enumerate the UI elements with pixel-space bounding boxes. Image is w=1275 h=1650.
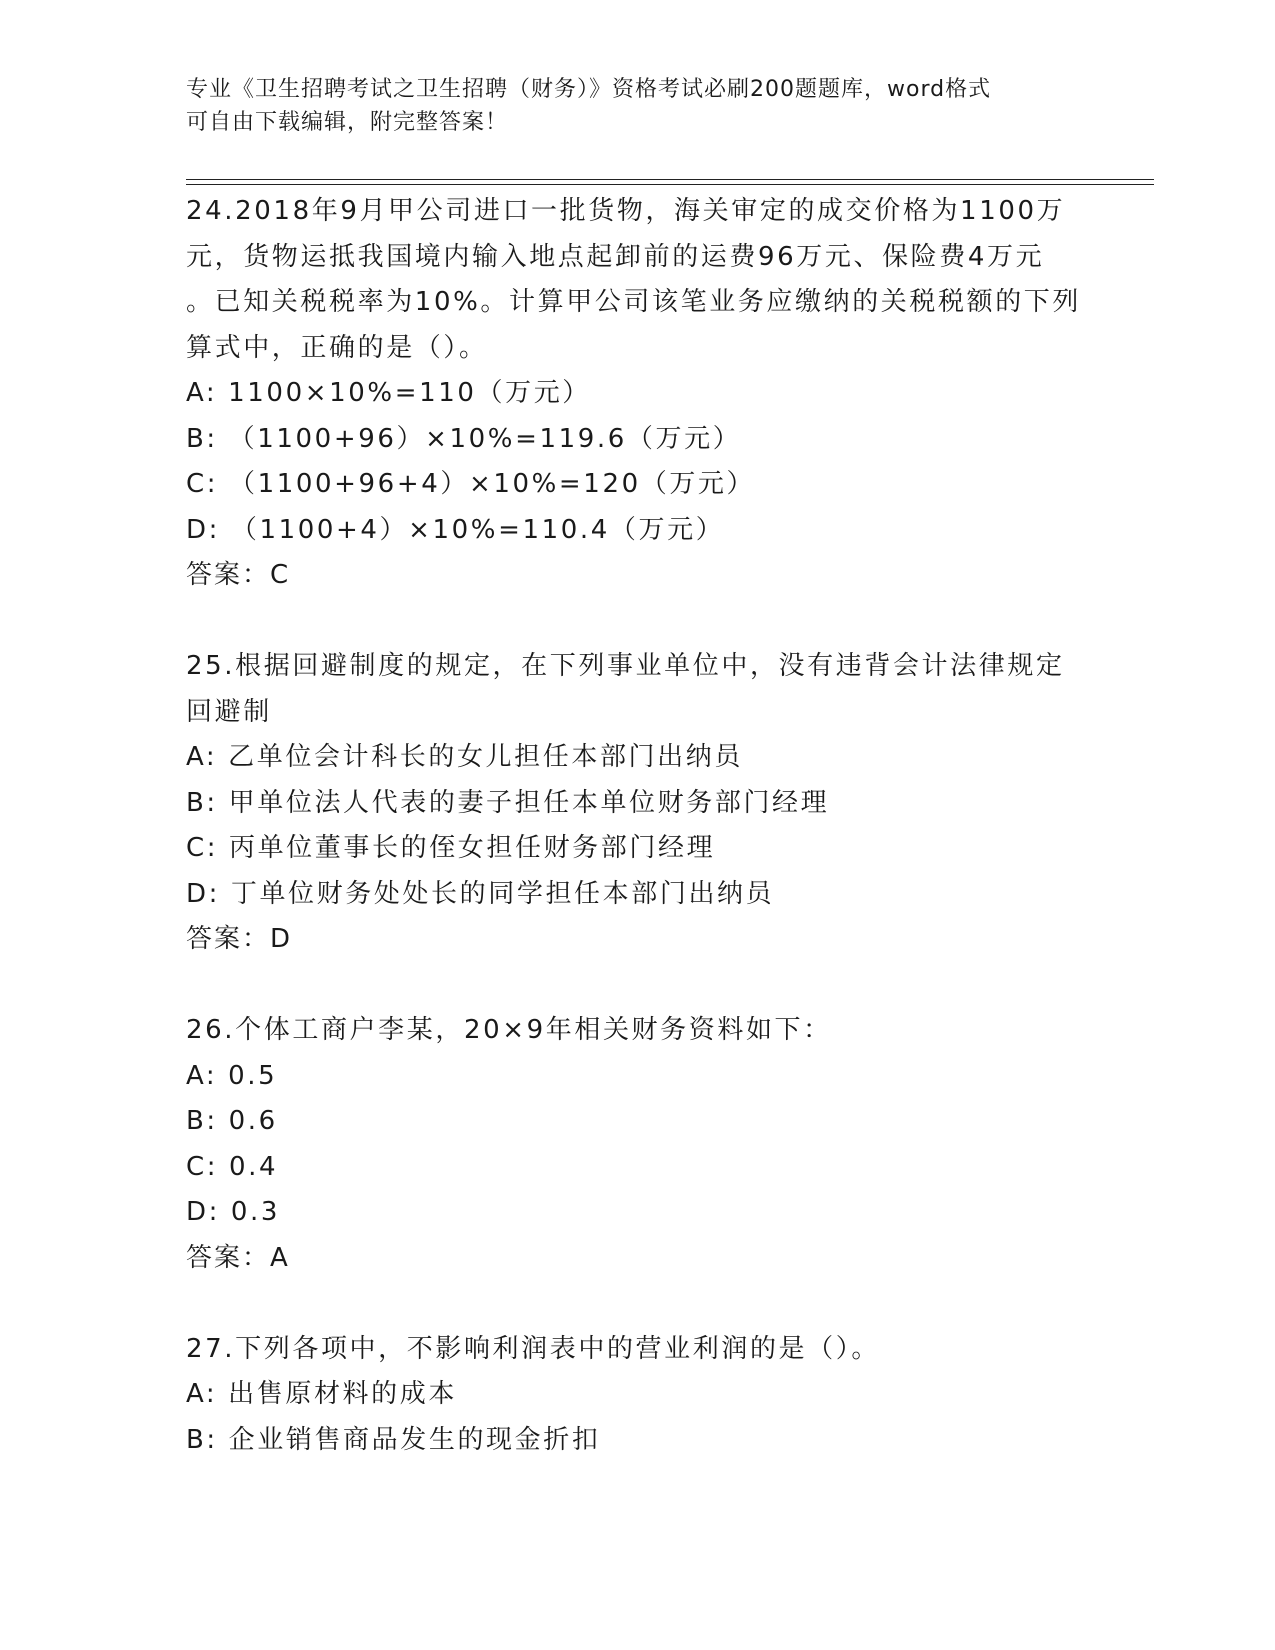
spacer <box>186 963 1086 1009</box>
document-header <box>186 73 1086 139</box>
question-26 <box>186 1008 1086 1281</box>
option-d: D: 0.3 <box>186 1197 280 1227</box>
option-d: D: 丁单位财务处处长的同学担任本部门出纳员 <box>186 878 775 909</box>
spacer <box>186 1281 1086 1327</box>
question-25 <box>186 644 1086 963</box>
header-divider-top <box>186 179 1154 180</box>
option-b: B: 甲单位法人代表的妻子担任本单位财务部门经理 <box>186 787 830 818</box>
question-27 <box>186 1327 1086 1464</box>
answer: 答案：C <box>186 560 291 590</box>
question-text-line: 24.2018年9月甲公司进口一批货物，海关审定的成交价格为1100万 <box>186 196 1066 226</box>
answer: 答案：A <box>186 1242 290 1273</box>
option-d: D: （1100+4）×10%=110.4（万元） <box>186 514 725 545</box>
option-b: B: 企业销售商品发生的现金折扣 <box>186 1424 601 1455</box>
option-a: A: 乙单位会计科长的女儿担任本部门出纳员 <box>186 742 743 772</box>
option-a: A: 1100×10%=110（万元） <box>186 378 591 408</box>
question-text-line: 25.根据回避制度的规定，在下列事业单位中，没有违背会计法律规定 <box>186 651 1065 681</box>
option-b: B: 0.6 <box>186 1106 278 1136</box>
spacer <box>186 599 1086 645</box>
question-list <box>186 189 1086 1463</box>
option-b: B: （1100+96）×10%=119.6（万元） <box>186 423 742 454</box>
question-text-line: 。已知关税税率为10%。计算甲公司该笔业务应缴纳的关税税额的下列 <box>186 287 1081 317</box>
header-divider-bottom <box>186 184 1154 185</box>
question-text-line: 27.下列各项中，不影响利润表中的营业利润的是（）。 <box>186 1333 880 1364</box>
question-text-line: 算式中，正确的是（）。 <box>186 332 488 363</box>
question-text-line: 回避制 <box>186 696 272 727</box>
option-c: C: 丙单位董事长的侄女担任财务部门经理 <box>186 833 716 863</box>
header-line-1: 专业《卫生招聘考试之卫生招聘（财务）》资格考试必刷200题题库，word格式 <box>186 77 992 102</box>
option-c: C: 0.4 <box>186 1151 279 1182</box>
option-a: A: 出售原材料的成本 <box>186 1379 457 1409</box>
question-text-line: 26.个体工商户李某，20×9年相关财务资料如下： <box>186 1015 832 1045</box>
option-a: A: 0.5 <box>186 1060 278 1091</box>
header-line-2: 可自由下载编辑，附完整答案！ <box>186 110 509 135</box>
answer: 答案：D <box>186 924 293 954</box>
question-text-line: 元，货物运抵我国境内输入地点起卸前的运费96万元、保险费4万元 <box>186 241 1045 272</box>
option-c: C: （1100+96+4）×10%=120（万元） <box>186 469 756 499</box>
question-24 <box>186 189 1086 599</box>
